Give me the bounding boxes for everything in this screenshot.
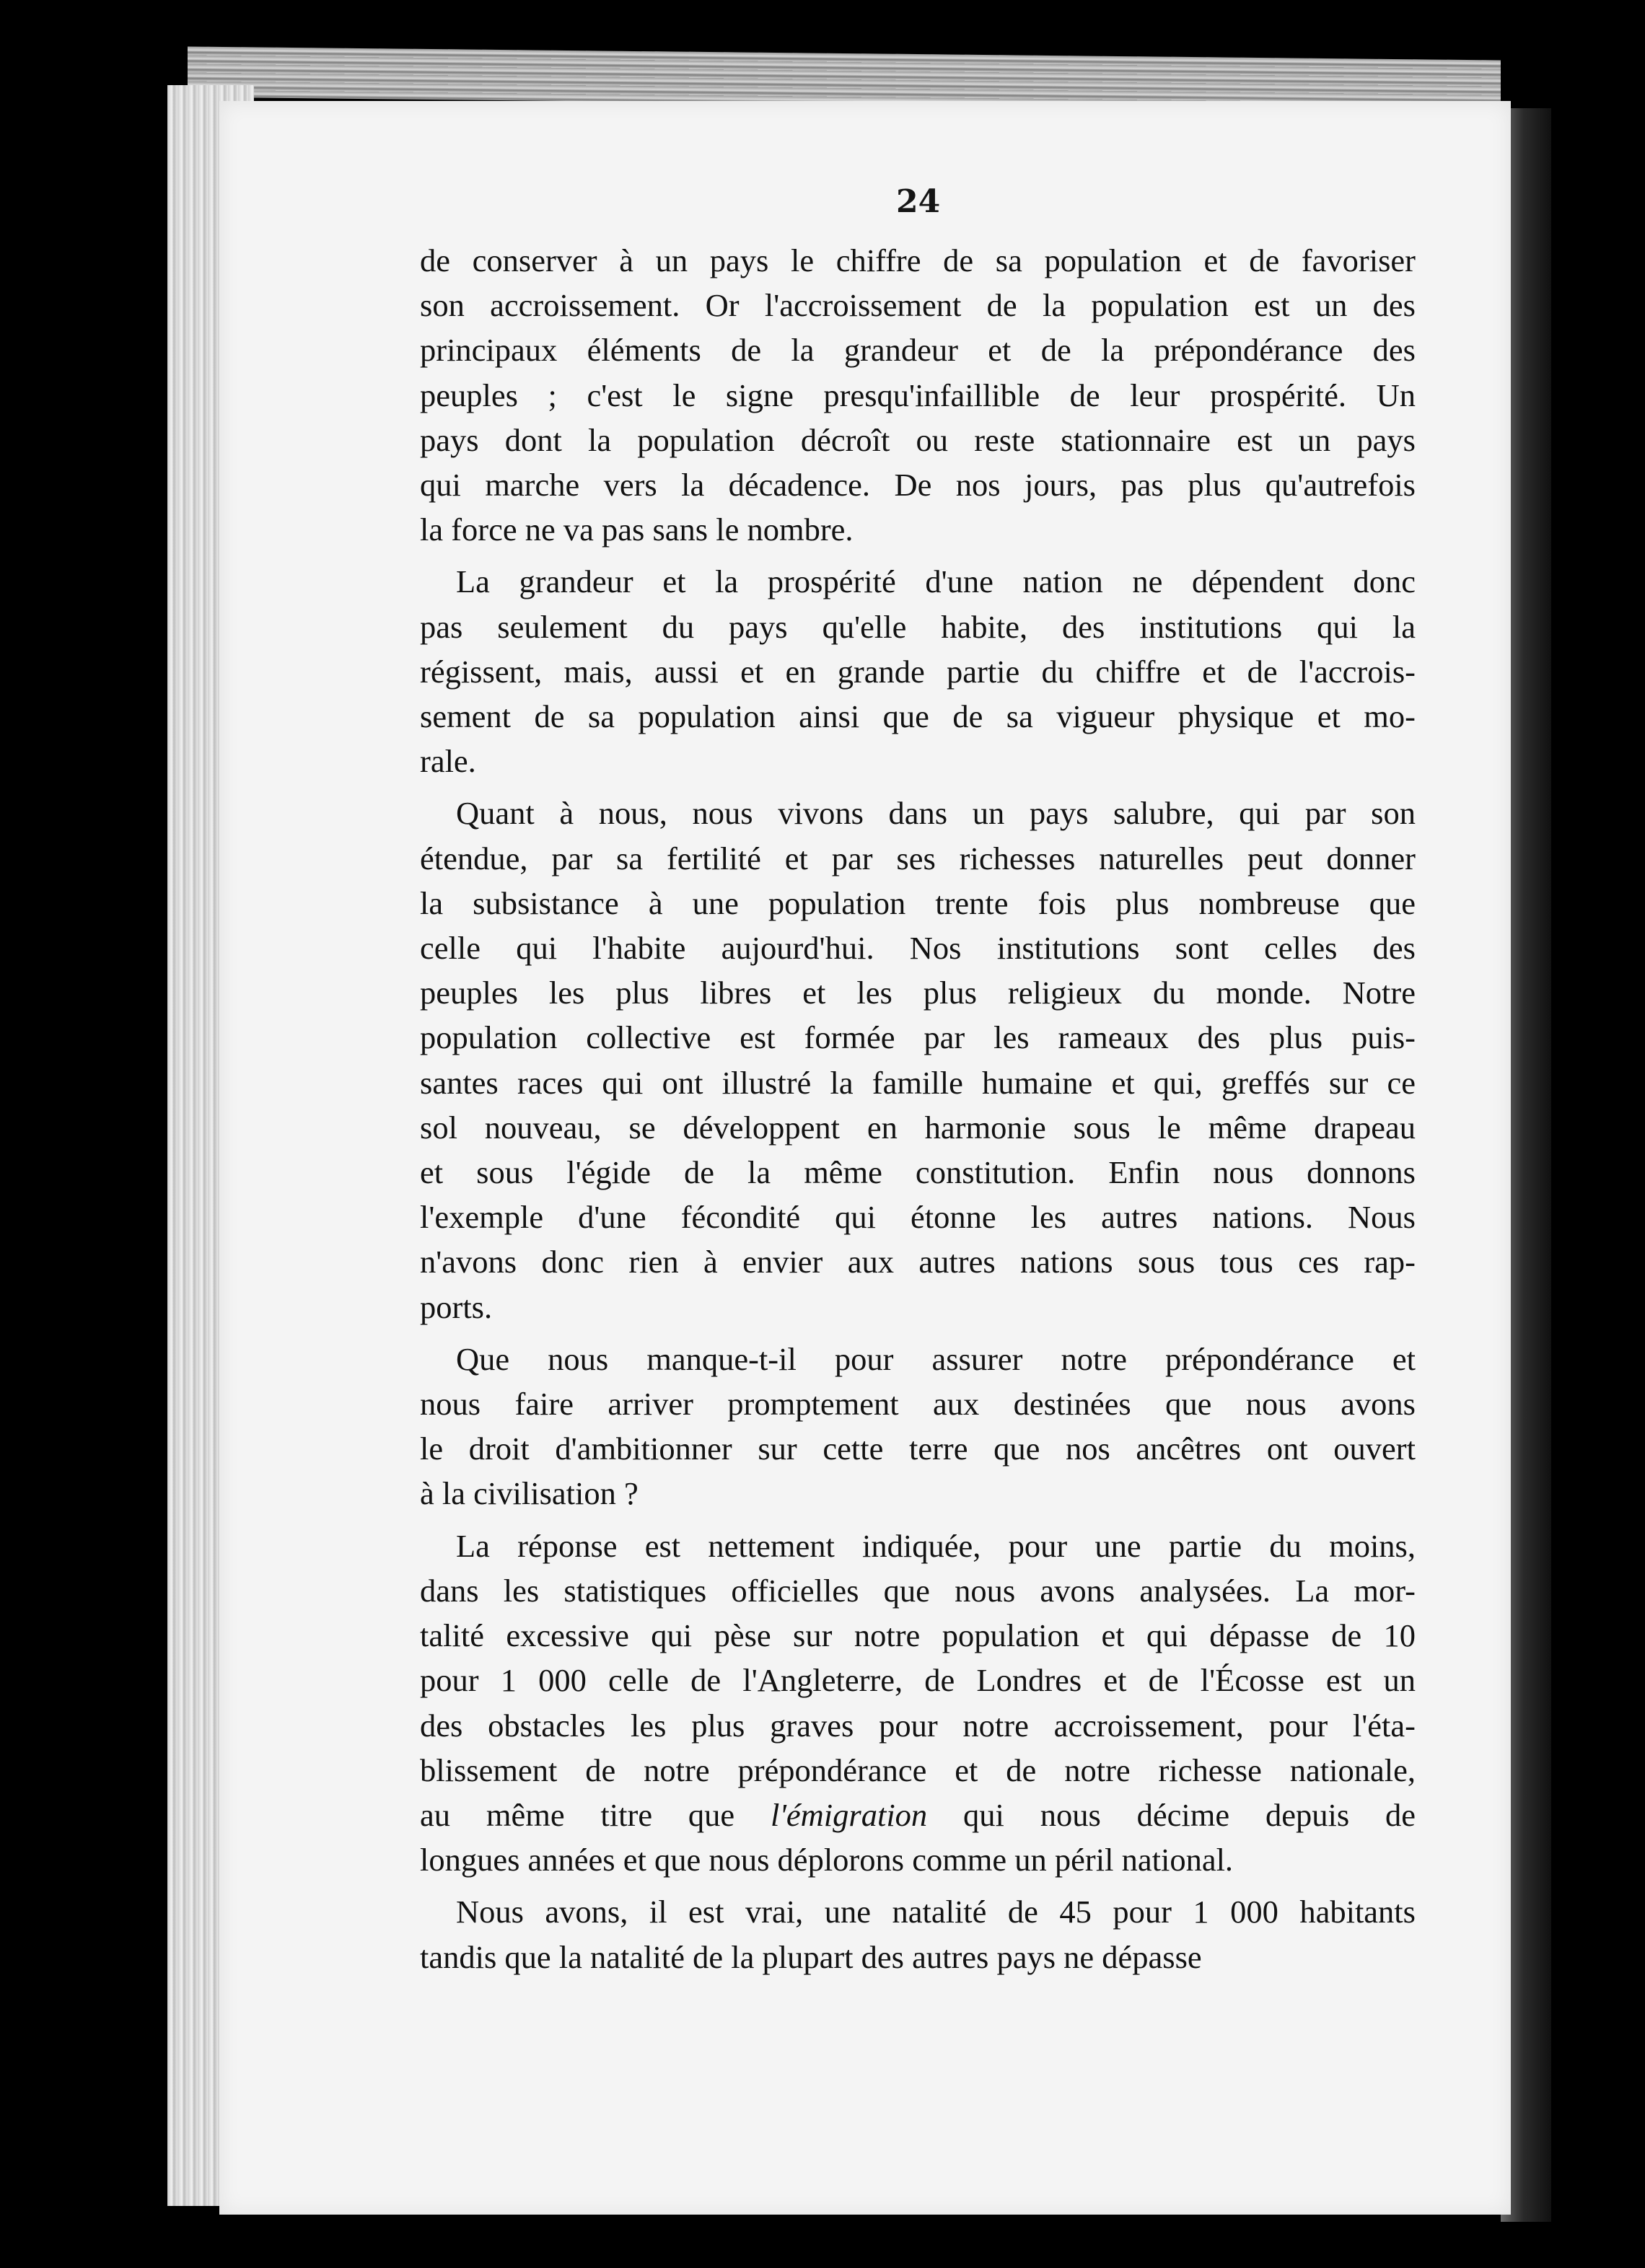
text-line: talité excessive qui pèse sur notre population et qui dépasse de 10 <box>420 1617 1416 1654</box>
text-line: pays dont la population décroît ou reste stationnaire est un pays <box>420 421 1416 458</box>
paragraph <box>420 1524 1416 1883</box>
paragraph <box>420 791 1416 1329</box>
text-line: régissent, mais, aussi et en grande partie du chiffre et de l'accrois- <box>420 653 1416 690</box>
text-line: la force ne va pas sans le nombre. <box>420 511 854 548</box>
text-line: et sous l'égide de la même constitution. Enfin nous donnons <box>420 1154 1416 1191</box>
text-line: population collective est formée par les rameaux des plus puis- <box>420 1019 1416 1056</box>
paragraph <box>420 559 1416 783</box>
text-line: l'exemple d'une fécondité qui étonne les autres nations. Nous <box>420 1199 1416 1236</box>
paragraph <box>420 1889 1416 1979</box>
text-line: nous faire arriver promptement aux destinées que nous avons <box>420 1386 1416 1423</box>
text-line: peuples ; c'est le signe presqu'infaillible de leur prospérité. Un <box>420 377 1416 413</box>
text-line: au même titre que l'émigration qui nous décime depuis de <box>420 1796 1416 1833</box>
page-number: 24 <box>896 183 941 220</box>
text-line: pas seulement du pays qu'elle habite, des institutions qui la <box>420 608 1416 645</box>
text-line: la subsistance à une population trente fois plus nombreuse que <box>420 884 1416 921</box>
text-line: principaux éléments de la grandeur et de la prépondérance des <box>420 332 1416 369</box>
text-line: Quant à nous, nous vivons dans un pays salubre, qui par son <box>456 795 1416 832</box>
text-line: blissement de notre prépondérance et de notre richesse nationale, <box>420 1751 1416 1788</box>
text-line: longues années et que nous déplorons comme un péril national. <box>420 1842 1234 1878</box>
text-line: sement de sa population ainsi que de sa vigueur physique et mo- <box>420 698 1416 735</box>
text-line: étendue, par sa fertilité et par ses richesses naturelles peut donner <box>420 840 1416 876</box>
text-line: le droit d'ambitionner sur cette terre que nos ancêtres ont ouvert <box>420 1430 1416 1467</box>
text-line: des obstacles les plus graves pour notre accroissement, pour l'éta- <box>420 1707 1416 1744</box>
text-line: santes races qui ont illustré la famille humaine et qui, greffés sur ce <box>420 1064 1416 1101</box>
text-line: Que nous manque-t-il pour assurer notre prépondérance et <box>456 1340 1416 1377</box>
emphasis: l'émigration <box>771 1796 928 1833</box>
text-line: dans les statistiques officielles que nous avons analysées. La mor- <box>420 1572 1416 1609</box>
paragraph <box>420 238 1416 552</box>
text-line: peuples les plus libres et les plus religieux du monde. Notre <box>420 975 1416 1011</box>
text-line: n'avons donc rien à envier aux autres nations sous tous ces rap- <box>420 1244 1416 1280</box>
text-line: à la civilisation ? <box>420 1475 639 1512</box>
text-line: pour 1 000 celle de l'Angleterre, de Londres et de l'Écosse est un <box>420 1662 1416 1699</box>
paragraph <box>420 1337 1416 1516</box>
text-line: qui marche vers la décadence. De nos jours, pas plus qu'autrefois <box>420 467 1416 504</box>
text-line: tandis que la natalité de la plupart des autres pays ne dépasse <box>420 1938 1202 1975</box>
text-line: Nous avons, il est vrai, une natalité de 45 pour 1 000 habitants <box>456 1894 1416 1930</box>
text-line: son accroissement. Or l'accroissement de la population est un des <box>420 287 1416 324</box>
text-line: La réponse est nettement indiquée, pour une partie du moins, <box>456 1527 1416 1564</box>
text-line: rale. <box>420 743 476 780</box>
text-line: celle qui l'habite aujourd'hui. Nos institutions sont celles des <box>420 930 1416 967</box>
text-line: de conserver à un pays le chiffre de sa population et de favoriser <box>420 242 1416 278</box>
text-line: ports. <box>420 1288 493 1325</box>
text-line: La grandeur et la prospérité d'une nation ne dépendent donc <box>456 563 1416 600</box>
body-text <box>420 238 1416 1979</box>
text-line: sol nouveau, se développent en harmonie sous le même drapeau <box>420 1109 1416 1146</box>
